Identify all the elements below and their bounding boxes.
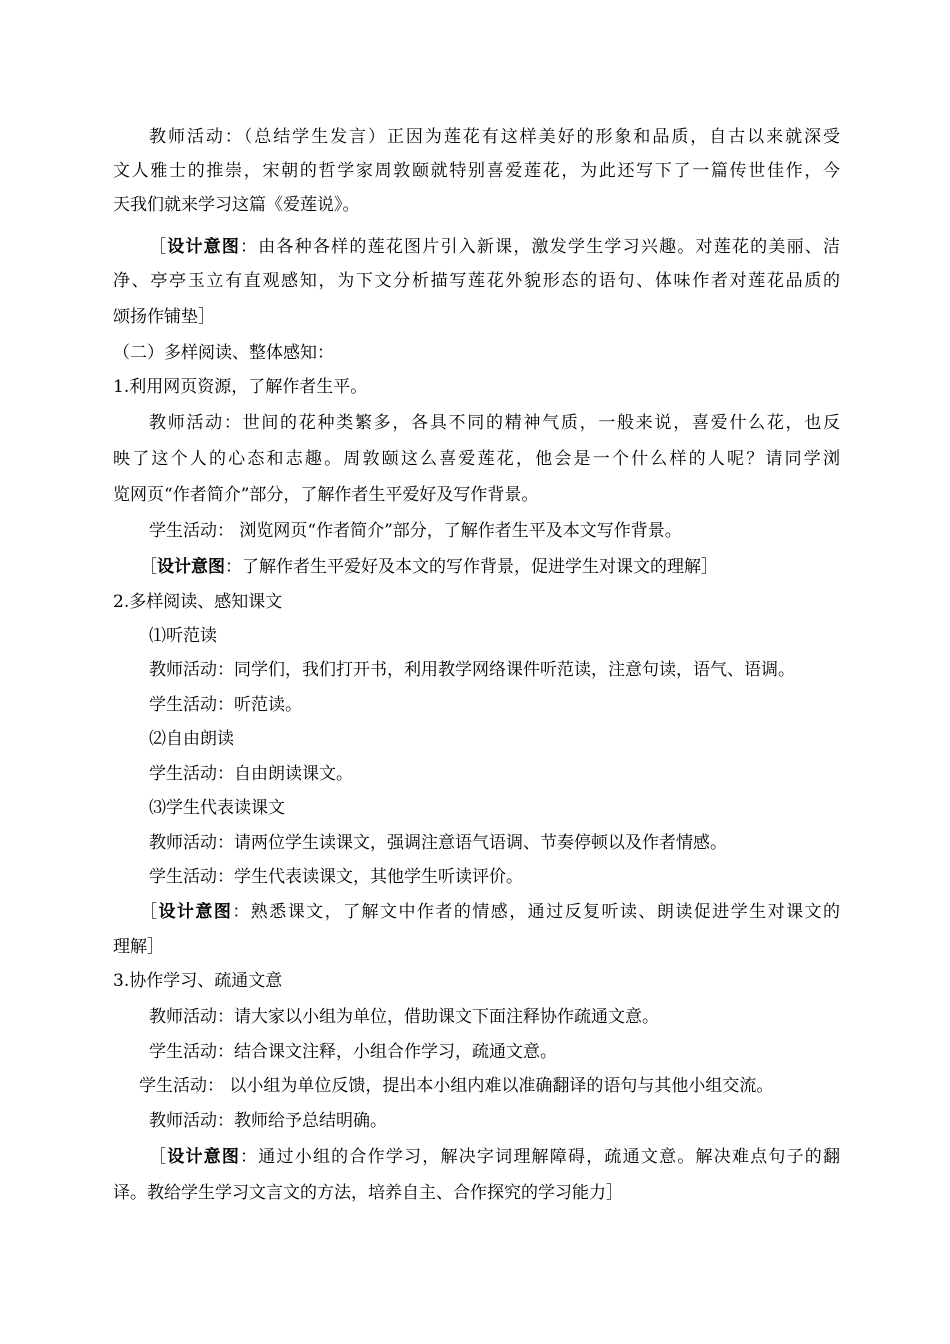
sub-heading-1: ⑴听范读: [149, 626, 217, 646]
design-intent-label: 设计意图: [167, 1147, 241, 1167]
sub-3-student-activity: 学生活动：学生代表读课文，其他学生听读评价。: [149, 867, 523, 887]
design-intent-text: ：通过小组的合作学习，解决字词理解障碍，疏通文意。解决难点句子的翻: [240, 1147, 840, 1167]
item-3-student-activity-2: 学生活动： 以小组为单位反馈，提出本小组内难以准确翻译的语句与其他小组交流。: [139, 1076, 774, 1096]
sub-heading-3: ⑶学生代表读课文: [149, 798, 285, 818]
design-intent-text: ：了解作者生平爱好及本文的写作背景，促进学生对课文的理解］: [225, 557, 718, 577]
design-intent-3-line-1: [113, 901, 840, 923]
teacher-activity-line-3: 览网页“作者简介”部分，了解作者生平爱好及写作背景。: [113, 485, 539, 505]
sub-1-teacher-activity: 教师活动：同学们，我们打开书，利用教学网络课件听范读，注意句读，语气、语调。: [149, 660, 795, 680]
item-3-student-activity-1: 学生活动：结合课文注释，小组合作学习，疏通文意。: [149, 1042, 557, 1062]
design-intent-4-line-1: [113, 1146, 840, 1168]
design-intent-3-line-2: 理解］: [113, 937, 164, 957]
design-intent-1-line-1: [113, 236, 840, 258]
student-activity: 学生活动： 浏览网页“作者简介”部分，了解作者生平及本文写作背景。: [149, 521, 682, 541]
intent-open-bracket: ［: [140, 557, 157, 577]
intent-open-bracket: ［: [140, 902, 159, 922]
teacher-activity-line-1: 教师活动：世间的花种类繁多，各具不同的精神气质，一般来说，喜爱什么花，也反: [149, 413, 840, 433]
intent-open-bracket: ［: [149, 1147, 168, 1167]
sub-2-student-activity: 学生活动：自由朗读课文。: [149, 764, 353, 784]
item-3-teacher-activity-1: 教师活动：请大家以小组为单位，借助课文下面注释协作疏通文意。: [149, 1007, 659, 1027]
design-intent-label: 设计意图: [158, 902, 233, 922]
design-intent-text: ：熟悉课文，了解文中作者的情感，通过反复听读、朗读促进学生对课文的: [232, 902, 840, 922]
item-3-teacher-activity-2: 教师活动：教师给予总结明确。: [149, 1111, 387, 1131]
section-heading: （二）多样阅读、整体感知：: [113, 343, 334, 363]
teacher-activity-line-2: 映了这个人的心态和志趣。周敦颐这么喜爱莲花，他会是一个什么样的人呢？请同学浏: [113, 449, 840, 469]
design-intent-text: ：由各种各样的莲花图片引入新课，激发学生学习兴趣。对莲花的美丽、洁: [240, 237, 840, 257]
design-intent-4-line-2: 译。教给学生学习文言文的方法，培养自主、合作探究的学习能力］: [113, 1183, 623, 1203]
design-intent-label: 设计意图: [167, 237, 241, 257]
design-intent-1-line-3: 颂扬作铺垫］: [113, 307, 215, 327]
item-1-heading: 1.利用网页资源，了解作者生平。: [113, 377, 368, 397]
design-intent-2: [113, 556, 840, 578]
sub-1-student-activity: 学生活动：听范读。: [149, 695, 302, 715]
sub-3-teacher-activity: 教师活动：请两位学生读课文，强调注意语气语调、节奏停顿以及作者情感。: [149, 833, 727, 853]
item-2-heading: 2.多样阅读、感知课文: [113, 592, 283, 612]
design-intent-label: 设计意图: [157, 557, 225, 577]
teacher-summary-line-1: 教师活动：（总结学生发言）正因为莲花有这样美好的形象和品质，自古以来就深受: [149, 127, 840, 147]
intent-open-bracket: ［: [149, 237, 168, 257]
item-3-heading: 3.协作学习、疏通文意: [113, 971, 283, 991]
teacher-summary-line-2: 文人雅士的推崇，宋朝的哲学家周敦颐就特别喜爱莲花，为此还写下了一篇传世佳作，今: [113, 161, 840, 181]
teacher-summary-line-3: 天我们就来学习这篇《爱莲说》。: [113, 195, 360, 215]
sub-heading-2: ⑵自由朗读: [149, 729, 234, 749]
design-intent-1-line-2: 净、亭亭玉立有直观感知，为下文分析描写莲花外貌形态的语句、体味作者对莲花品质的: [113, 271, 840, 291]
